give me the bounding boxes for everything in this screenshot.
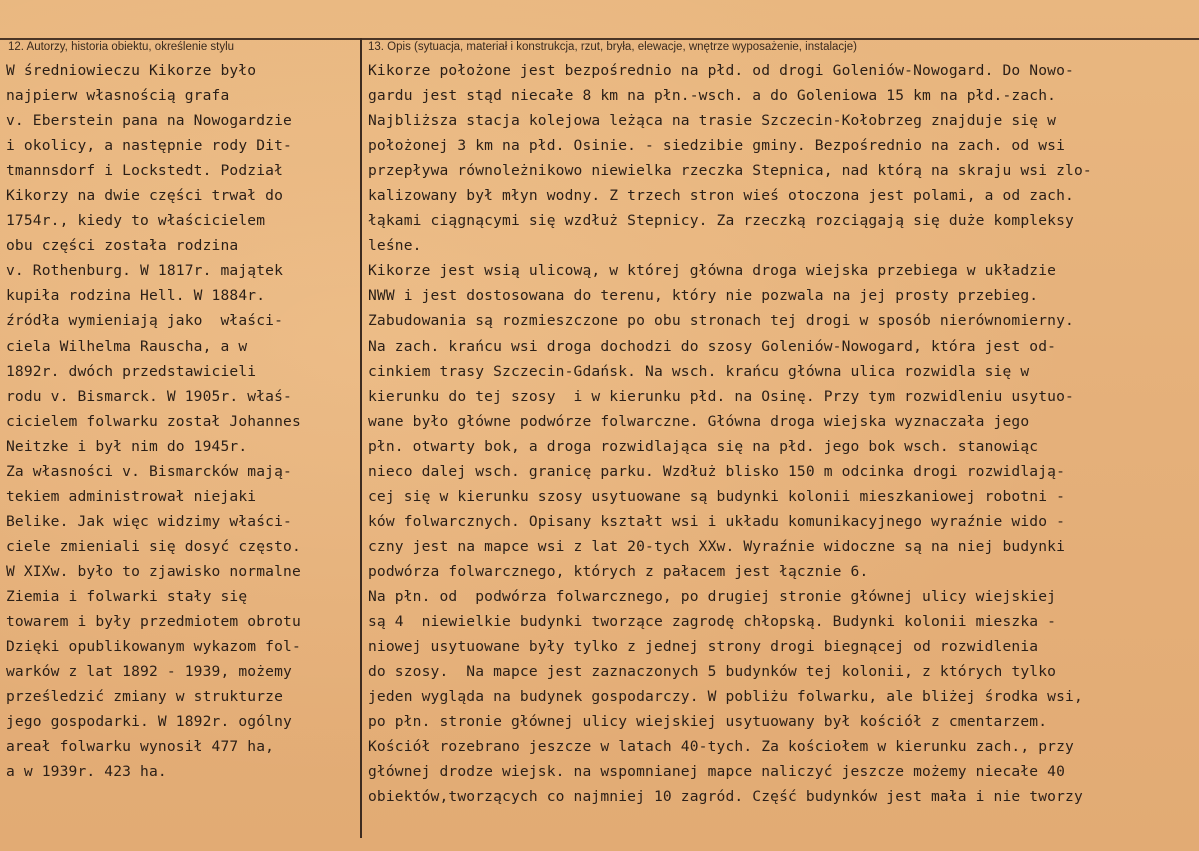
section-12-header: 12. Autorzy, historia obiektu, określenie stylu <box>8 41 235 53</box>
text-line: są 4 niewielkie budynki tworzące zagrodę chłopską. Budynki kolonii mieszka - <box>368 613 1057 631</box>
text-line: łąkami ciągnącymi się wzdłuż Stepnicy. Za rzeczką rozciągają się duże kompleksy <box>368 212 1074 230</box>
text-line: Najbliższa stacja kolejowa leżąca na trasie Szczecin-Kołobrzeg znajduje się w <box>368 112 1057 130</box>
text-line: Kikorzy na dwie części trwał do <box>6 187 284 205</box>
text-line: jeden wygląda na budynek gospodarczy. W pobliżu folwarku, ale bliżej środka wsi, <box>368 688 1083 706</box>
text-line: Ziemia i folwarki stały się <box>6 587 248 605</box>
text-line: obiektów,tworzących co najmniej 10 zagród. Część budynków jest mała i nie tworzy <box>368 788 1083 806</box>
text-line: nieco dalej wsch. granicę parku. Wzdłuż blisko 150 m odcinka drogi rozwidlają- <box>368 462 1066 480</box>
text-line: 1892r. dwóch przedstawicieli <box>6 362 257 380</box>
text-line: ciele zmieniali się dosyć często. <box>6 537 301 555</box>
text-line: najpierw własnością grafa <box>6 87 230 105</box>
text-line: tekiem administrował niejaki <box>6 487 257 505</box>
text-line: cej się w kierunku szosy usytuowane są budynki kolonii mieszkaniowej robotni - <box>368 487 1066 505</box>
text-line: położonej 3 km na płd. Osinie. - siedzibie gminy. Bezpośrednio na zach. od wsi <box>368 137 1066 155</box>
text-line: cicielem folwarku został Johannes <box>6 412 301 430</box>
text-line: Belike. Jak więc widzimy właści- <box>6 512 292 530</box>
text-line: wane było główne podwórze folwarczne. Główna droga wiejska wyznaczała jego <box>368 412 1030 430</box>
text-line: niowej usytuowane były tylko z jednej strony drogi biegnącej od rozwidlenia <box>368 638 1039 656</box>
text-line: kalizowany był młyn wodny. Z trzech stron wieś otoczona jest polami, a od zach. <box>368 187 1074 205</box>
text-line: tmannsdorf i Lockstedt. Podział <box>6 162 284 180</box>
history-text-column <box>6 58 356 784</box>
description-text-column <box>368 58 1196 809</box>
text-line: ciela Wilhelma Rauscha, a w <box>6 337 248 355</box>
section-13-header: 13. Opis (sytuacja, materiał i konstrukcja, rzut, bryła, elewacje, wnętrze wyposażenie, instalacje) <box>368 41 857 53</box>
text-line: Za własności v. Bismarcków mają- <box>6 462 292 480</box>
text-line: areał folwarku wynosił 477 ha, <box>6 738 275 756</box>
column-divider <box>360 38 362 838</box>
text-line: po płn. stronie głównej ulicy wiejskiej usytuowany był kościół z cmentarzem. <box>368 713 1048 731</box>
text-line: leśne. <box>368 237 422 255</box>
text-line: Neitzke i był nim do 1945r. <box>6 437 248 455</box>
text-line: podwórza folwarcznego, których z pałacem jest łącznie 6. <box>368 562 869 580</box>
text-line: Kościół rozebrano jeszcze w latach 40-tych. Za kościołem w kierunku zach., przy <box>368 738 1074 756</box>
text-line: Zabudowania są rozmieszczone po obu stronach tej drogi w sposób nierównomierny. <box>368 312 1074 330</box>
text-line: do szosy. Na mapce jest zaznaczonych 5 budynków tej kolonii, z których tylko <box>368 663 1057 681</box>
text-line: głównej drodze wiejsk. na wspomnianej mapce naliczyć jeszcze możemy niecałe 40 <box>368 763 1066 781</box>
text-line: czny jest na mapce wsi z lat 20-tych XXw. Wyraźnie widoczne są na niej budynki <box>368 537 1066 555</box>
text-line: v. Rothenburg. W 1817r. majątek <box>6 262 284 280</box>
text-line: Kikorze jest wsią ulicową, w której główna droga wiejska przebiega w układzie <box>368 262 1057 280</box>
text-line: kierunku do tej szosy i w kierunku płd. na Osinę. Przy tym rozwidleniu usytuo- <box>368 387 1074 405</box>
text-line: prześledzić zmiany w strukturze <box>6 688 284 706</box>
text-line: źródła wymieniają jako właści- <box>6 312 284 330</box>
text-line: NWW i jest dostosowana do terenu, który nie pozwala na jej prosty przebieg. <box>368 287 1039 305</box>
text-line: Dzięki opublikowanym wykazom fol- <box>6 638 301 656</box>
text-line: obu części została rodzina <box>6 237 239 255</box>
text-line: kupiła rodzina Hell. W 1884r. <box>6 287 266 305</box>
text-line: towarem i były przedmiotem obrotu <box>6 613 301 631</box>
text-line: ków folwarcznych. Opisany kształt wsi i układu komunikacyjnego wyraźnie wido - <box>368 512 1066 530</box>
text-line: Kikorze położone jest bezpośrednio na płd. od drogi Goleniów-Nowogard. Do Nowo- <box>368 62 1074 79</box>
text-line: Na zach. krańcu wsi droga dochodzi do szosy Goleniów-Nowogard, która jest od- <box>368 337 1057 355</box>
text-line: W średniowieczu Kikorze było <box>6 62 257 79</box>
top-rule <box>0 38 1199 40</box>
text-line: Na płn. od podwórza folwarcznego, po drugiej stronie głównej ulicy wiejskiej <box>368 587 1057 605</box>
text-line: a w 1939r. 423 ha. <box>6 763 167 781</box>
text-line: rodu v. Bismarck. W 1905r. właś- <box>6 387 292 405</box>
text-line: cinkiem trasy Szczecin-Gdańsk. Na wsch. krańcu główna ulica rozwidla się w <box>368 362 1030 380</box>
text-line: płn. otwarty bok, a droga rozwidlająca się na płd. jego bok wsch. stanowiąc <box>368 437 1039 455</box>
text-line: v. Eberstein pana na Nowogardzie <box>6 112 292 130</box>
text-line: jego gospodarki. W 1892r. ogólny <box>6 713 292 731</box>
text-line: warków z lat 1892 - 1939, możemy <box>6 663 292 681</box>
text-line: gardu jest stąd niecałe 8 km na płn.-wsch. a do Goleniowa 15 km na płd.-zach. <box>368 87 1057 105</box>
text-line: przepływa równoleżnikowo niewielka rzeczka Stepnica, nad którą na skraju wsi zlo- <box>368 162 1092 180</box>
text-line: 1754r., kiedy to właścicielem <box>6 212 266 230</box>
text-line: W XIXw. było to zjawisko normalne <box>6 562 301 580</box>
text-line: i okolicy, a następnie rody Dit- <box>6 137 292 155</box>
